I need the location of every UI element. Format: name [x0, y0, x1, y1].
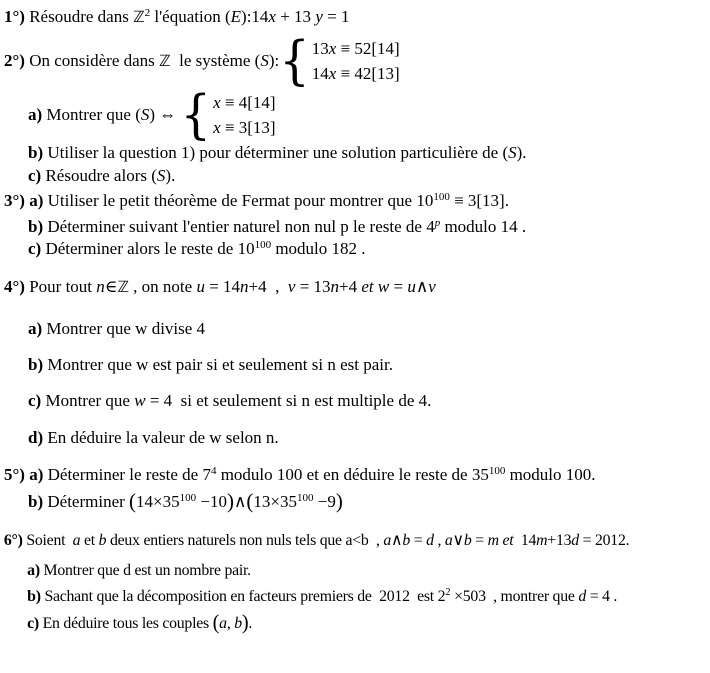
text-segment: S	[140, 105, 150, 124]
text-segment: n	[96, 277, 105, 296]
text-segment: ×503 , montrer que	[450, 586, 579, 605]
text-segment: (	[135, 105, 141, 124]
text-segment: 14	[311, 64, 329, 83]
text-segment: et w	[361, 277, 390, 296]
text-segment: ℤ	[117, 278, 129, 296]
text-segment: Déterminer	[47, 492, 130, 511]
text-segment: (	[502, 143, 509, 162]
text-segment: On considère dans	[29, 51, 160, 70]
text-segment: +13	[547, 530, 572, 549]
text-segment: ):	[268, 51, 280, 70]
text-segment: 100	[488, 465, 506, 477]
text-line	[0, 216, 710, 238]
text-segment: a	[383, 530, 392, 549]
text-segment: 3°) a)	[4, 191, 48, 210]
text-segment: m	[487, 530, 499, 549]
text-segment: le système	[170, 51, 255, 70]
document	[0, 6, 710, 673]
text-segment: Montrer que w est pair si et seulement si n est pair.	[47, 355, 393, 374]
system-equation	[213, 90, 275, 115]
text-segment: x	[268, 7, 276, 26]
text-line	[0, 585, 689, 607]
text-segment: = 2012.	[578, 530, 630, 549]
text-segment: x	[213, 118, 221, 137]
equation-system	[279, 30, 400, 92]
text-line	[0, 30, 710, 92]
text-segment: Utiliser le petit théorème de Fermat pour montrer que	[47, 191, 417, 210]
text-segment: ⇔	[159, 105, 181, 124]
text-segment: Déterminer suivant l'entier naturel non nul p le reste de	[47, 217, 427, 236]
text-segment: (	[254, 51, 261, 70]
text-segment: )	[335, 489, 343, 513]
text-segment: b)	[28, 355, 48, 374]
text-segment: x	[328, 64, 337, 83]
text-segment: modulo 14 .	[440, 217, 527, 236]
system-equation	[312, 36, 400, 61]
text-segment: ∈	[104, 277, 118, 296]
text-segment: 1°)	[4, 7, 30, 26]
text-segment: x	[328, 39, 337, 58]
text-segment: 4	[210, 465, 217, 477]
text-segment: y	[315, 7, 323, 26]
text-segment: 13×35	[253, 492, 298, 511]
text-segment: b)	[27, 586, 45, 605]
text-line	[0, 559, 689, 581]
text-segment: ∧	[233, 492, 247, 511]
text-segment: ∨	[452, 530, 464, 549]
text-segment: b	[98, 530, 107, 549]
text-segment: c)	[28, 239, 46, 258]
text-segment: En déduire la valeur de w selon n.	[47, 428, 279, 447]
text-segment: et	[80, 530, 99, 549]
system-rows	[211, 90, 275, 140]
text-line	[0, 276, 710, 298]
text-segment: b)	[28, 492, 48, 511]
text-segment: Utiliser la question 1) pour déterminer une solution particulière de	[47, 143, 503, 162]
text-segment: w	[134, 391, 146, 410]
text-segment: modulo 182 .	[271, 239, 366, 258]
text-segment: (	[224, 7, 231, 26]
text-segment: ≡ 52[14]	[336, 39, 400, 58]
text-segment: −10	[196, 492, 227, 511]
text-segment: ≡ 4[14]	[220, 93, 276, 112]
text-line	[0, 165, 710, 187]
text-segment: 10	[416, 191, 434, 210]
text-segment: b	[402, 530, 411, 549]
text-segment: 14×35	[136, 492, 180, 511]
text-segment: Montrer que	[46, 105, 136, 124]
system-brace-icon: {	[180, 84, 212, 146]
text-segment: b)	[28, 143, 48, 162]
text-segment: =	[471, 530, 488, 549]
text-line	[0, 190, 710, 212]
text-line	[0, 142, 710, 164]
text-segment: Montrer que d est un nombre pair.	[43, 560, 251, 579]
text-segment: Déterminer le reste de	[47, 465, 203, 484]
text-segment: 100	[179, 492, 197, 504]
text-segment: E	[230, 7, 242, 26]
text-segment: .	[248, 613, 253, 632]
text-segment: ≡ 42[13]	[336, 64, 400, 83]
text-segment: modulo 100.	[505, 465, 596, 484]
text-segment: l'équation	[150, 7, 225, 26]
text-segment: , on note	[128, 277, 197, 296]
text-segment: c)	[28, 166, 46, 185]
text-segment: d	[426, 530, 434, 549]
text-segment: )	[241, 610, 249, 634]
text-segment: = 1	[322, 7, 350, 26]
text-segment: −9	[313, 492, 336, 511]
text-segment: = 4 si et seulement si n est multiple de 4.	[145, 391, 432, 410]
text-segment: 100	[254, 239, 272, 251]
text-segment: u	[407, 277, 416, 296]
text-segment: Sachant que la décomposition en facteurs premiers de 2012 est	[44, 586, 438, 605]
text-segment: 2	[445, 586, 451, 598]
text-segment: 35	[471, 465, 489, 484]
text-line	[0, 390, 710, 412]
equation-system	[180, 84, 276, 146]
text-segment: x	[213, 93, 221, 112]
text-segment: S	[260, 51, 269, 70]
text-segment: Pour tout	[29, 277, 97, 296]
text-segment: m	[536, 530, 548, 549]
text-line	[0, 238, 710, 260]
text-segment: b	[463, 530, 472, 549]
text-segment: Montrer que	[45, 391, 135, 410]
text-segment: +4 ,	[248, 277, 288, 296]
text-segment: 2°)	[4, 51, 30, 70]
text-segment: 6°)	[3, 530, 27, 549]
text-segment: u	[196, 277, 205, 296]
text-line	[0, 354, 710, 376]
text-segment: c)	[27, 613, 43, 632]
text-segment: Soient	[26, 530, 73, 549]
text-segment: ,	[433, 530, 445, 549]
text-segment: = 14	[204, 277, 241, 296]
text-segment: ∧	[415, 277, 429, 296]
text-segment: ℤ	[159, 52, 171, 70]
text-segment: 100	[433, 191, 450, 203]
text-segment: et	[502, 530, 514, 549]
text-segment: d)	[28, 428, 48, 447]
text-segment: c)	[28, 391, 46, 410]
text-segment: (	[151, 166, 157, 185]
text-segment: )	[226, 489, 234, 513]
text-segment: v	[287, 277, 296, 296]
text-line	[0, 611, 689, 634]
text-segment: ≡ 3[13]	[220, 118, 276, 137]
text-segment: ).	[516, 143, 527, 162]
text-segment: a)	[27, 560, 44, 579]
text-segment: 7	[202, 465, 211, 484]
system-equation	[312, 61, 400, 86]
text-segment: deux entiers naturels non nuls tels que a<b ,	[106, 530, 384, 549]
text-segment: a	[444, 530, 453, 549]
text-line	[0, 6, 710, 28]
text-segment: 2	[437, 586, 446, 605]
system-equation	[213, 115, 275, 140]
text-segment: = 4 .	[586, 586, 618, 605]
text-segment: n	[330, 277, 340, 296]
text-line	[0, 84, 710, 146]
text-segment: ∧	[391, 530, 403, 549]
text-segment: 10	[237, 239, 255, 258]
text-segment: a)	[28, 319, 47, 338]
text-segment: 14	[513, 530, 537, 549]
text-segment: Résoudre dans	[29, 7, 134, 26]
text-segment: ).	[165, 166, 176, 185]
text-segment: a	[219, 613, 227, 632]
text-segment: 4°)	[4, 277, 30, 296]
text-segment: S	[156, 166, 166, 185]
text-segment: Résoudre alors	[45, 166, 152, 185]
text-segment: modulo 100 et en déduire le reste de	[216, 465, 472, 484]
text-segment: (	[129, 489, 137, 513]
text-segment: ℤ	[133, 8, 145, 26]
text-segment: (	[246, 489, 254, 513]
text-segment: =	[389, 277, 408, 296]
text-segment: d	[578, 586, 587, 605]
text-segment: 13	[311, 39, 329, 58]
system-brace-icon: {	[279, 30, 310, 92]
text-segment: v	[428, 277, 436, 296]
text-line	[0, 427, 710, 449]
text-segment: 4	[426, 217, 435, 236]
text-segment: 2	[144, 7, 151, 19]
text-line	[0, 529, 689, 551]
text-segment: a)	[28, 105, 47, 124]
text-segment: +4	[339, 277, 362, 296]
text-segment: = 13	[295, 277, 331, 296]
text-segment: b)	[28, 217, 48, 236]
text-segment: n	[240, 277, 249, 296]
text-segment: =	[410, 530, 427, 549]
text-segment: (	[212, 610, 220, 634]
text-segment: )	[149, 105, 160, 124]
text-segment: ,	[226, 613, 235, 632]
text-segment: + 13	[275, 7, 316, 26]
text-line	[0, 490, 710, 513]
text-segment: 5°) a)	[4, 465, 48, 484]
text-line	[0, 318, 710, 340]
text-line	[0, 464, 710, 486]
text-segment: ≡ 3[13].	[449, 191, 509, 210]
text-segment: ):14	[241, 7, 269, 26]
text-segment: 100	[297, 492, 314, 504]
system-rows	[310, 36, 400, 86]
text-segment: En déduire tous les couples	[42, 613, 213, 632]
text-segment: b	[234, 613, 242, 632]
text-segment: d	[571, 530, 579, 549]
text-segment: a	[72, 530, 81, 549]
text-segment: p	[434, 217, 441, 229]
text-segment: Déterminer alors le reste de	[45, 239, 238, 258]
text-segment: Montrer que w divise 4	[46, 319, 206, 338]
text-segment: S	[508, 143, 517, 162]
